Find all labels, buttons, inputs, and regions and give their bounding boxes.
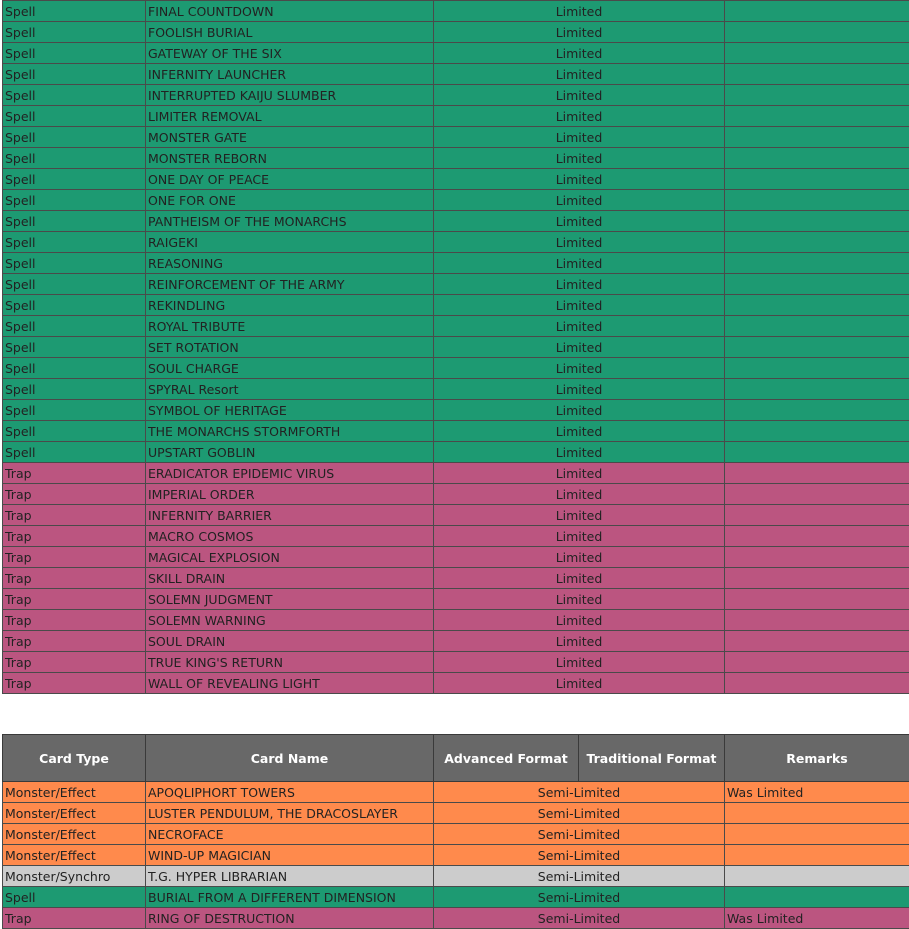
status-cell: Limited <box>434 232 725 253</box>
remarks-cell <box>725 673 909 694</box>
card-name-cell: MONSTER GATE <box>146 127 434 148</box>
card-type-cell: Trap <box>3 652 146 673</box>
card-name-cell: INTERRUPTED KAIJU SLUMBER <box>146 85 434 106</box>
remarks-cell <box>725 442 909 463</box>
table-row <box>3 337 909 358</box>
status-cell: Semi-Limited <box>434 824 725 845</box>
remarks-cell <box>725 526 909 547</box>
status-cell: Limited <box>434 316 725 337</box>
card-type-cell: Spell <box>3 421 146 442</box>
table-row <box>3 782 909 803</box>
table-header-row <box>3 735 909 782</box>
card-type-cell: Spell <box>3 22 146 43</box>
table-row <box>3 908 909 929</box>
table-row <box>3 845 909 866</box>
card-name-cell: SOUL CHARGE <box>146 358 434 379</box>
card-type-cell: Trap <box>3 673 146 694</box>
status-cell: Semi-Limited <box>434 845 725 866</box>
table-row <box>3 379 909 400</box>
remarks-cell <box>725 190 909 211</box>
table-row <box>3 463 909 484</box>
card-name-cell: LUSTER PENDULUM, THE DRACOSLAYER <box>146 803 434 824</box>
table-row <box>3 568 909 589</box>
card-type-cell: Spell <box>3 295 146 316</box>
status-cell: Limited <box>434 274 725 295</box>
card-name-cell: APOQLIPHORT TOWERS <box>146 782 434 803</box>
card-type-cell: Trap <box>3 631 146 652</box>
card-name-cell: THE MONARCHS STORMFORTH <box>146 421 434 442</box>
remarks-cell <box>725 85 909 106</box>
card-type-cell: Spell <box>3 85 146 106</box>
status-cell: Limited <box>434 85 725 106</box>
remarks-cell <box>725 211 909 232</box>
remarks-cell <box>725 505 909 526</box>
table-row <box>3 232 909 253</box>
status-cell: Limited <box>434 127 725 148</box>
table-row <box>3 887 909 908</box>
remarks-cell <box>725 866 909 887</box>
card-type-cell: Spell <box>3 148 146 169</box>
remarks-cell <box>725 631 909 652</box>
card-type-cell: Spell <box>3 169 146 190</box>
card-name-cell: PANTHEISM OF THE MONARCHS <box>146 211 434 232</box>
remarks-cell <box>725 610 909 631</box>
card-name-cell: ERADICATOR EPIDEMIC VIRUS <box>146 463 434 484</box>
card-name-cell: SYMBOL OF HERITAGE <box>146 400 434 421</box>
status-cell: Limited <box>434 1 725 22</box>
status-cell: Limited <box>434 169 725 190</box>
status-cell: Limited <box>434 526 725 547</box>
status-cell: Limited <box>434 358 725 379</box>
remarks-cell <box>725 43 909 64</box>
remarks-cell <box>725 148 909 169</box>
status-cell: Semi-Limited <box>434 908 725 929</box>
table-row <box>3 85 909 106</box>
card-type-cell: Monster/Synchro <box>3 866 146 887</box>
table-row <box>3 22 909 43</box>
remarks-cell <box>725 337 909 358</box>
remarks-cell <box>725 845 909 866</box>
remarks-cell: Was Limited <box>725 908 909 929</box>
card-type-cell: Trap <box>3 463 146 484</box>
card-type-cell: Spell <box>3 337 146 358</box>
status-cell: Limited <box>434 148 725 169</box>
card-name-cell: SET ROTATION <box>146 337 434 358</box>
table-row <box>3 295 909 316</box>
table-row <box>3 1 909 22</box>
card-name-cell: REKINDLING <box>146 295 434 316</box>
table-row <box>3 610 909 631</box>
remarks-cell <box>725 232 909 253</box>
status-cell: Limited <box>434 547 725 568</box>
card-name-cell: IMPERIAL ORDER <box>146 484 434 505</box>
table-row <box>3 673 909 694</box>
status-cell: Limited <box>434 253 725 274</box>
card-type-cell: Monster/Effect <box>3 803 146 824</box>
card-name-cell: FINAL COUNTDOWN <box>146 1 434 22</box>
table-row <box>3 484 909 505</box>
card-name-cell: TRUE KING'S RETURN <box>146 652 434 673</box>
table-row <box>3 190 909 211</box>
status-cell: Limited <box>434 190 725 211</box>
limited-cards-table <box>2 0 909 694</box>
table-row <box>3 358 909 379</box>
table-row <box>3 253 909 274</box>
remarks-cell <box>725 463 909 484</box>
status-cell: Limited <box>434 463 725 484</box>
table-row <box>3 148 909 169</box>
card-name-cell: ROYAL TRIBUTE <box>146 316 434 337</box>
card-name-cell: BURIAL FROM A DIFFERENT DIMENSION <box>146 887 434 908</box>
remarks-cell: Was Limited <box>725 782 909 803</box>
header-advanced-format[interactable]: Advanced Format <box>434 735 579 782</box>
status-cell: Limited <box>434 442 725 463</box>
card-name-cell: SOUL DRAIN <box>146 631 434 652</box>
card-name-cell: RING OF DESTRUCTION <box>146 908 434 929</box>
remarks-cell <box>725 400 909 421</box>
card-name-cell: INFERNITY BARRIER <box>146 505 434 526</box>
status-cell: Limited <box>434 106 725 127</box>
card-type-cell: Spell <box>3 400 146 421</box>
header-card-type[interactable]: Card Type <box>3 735 146 782</box>
card-type-cell: Spell <box>3 190 146 211</box>
card-name-cell: MONSTER REBORN <box>146 148 434 169</box>
card-name-cell: MAGICAL EXPLOSION <box>146 547 434 568</box>
table-row <box>3 316 909 337</box>
card-name-cell: REINFORCEMENT OF THE ARMY <box>146 274 434 295</box>
header-card-name[interactable]: Card Name <box>146 735 434 782</box>
status-cell: Limited <box>434 43 725 64</box>
status-cell: Limited <box>434 400 725 421</box>
card-type-cell: Spell <box>3 316 146 337</box>
remarks-cell <box>725 887 909 908</box>
remarks-cell <box>725 127 909 148</box>
remarks-cell <box>725 22 909 43</box>
remarks-cell <box>725 379 909 400</box>
card-name-cell: T.G. HYPER LIBRARIAN <box>146 866 434 887</box>
card-name-cell: SOLEMN WARNING <box>146 610 434 631</box>
remarks-cell <box>725 484 909 505</box>
card-name-cell: LIMITER REMOVAL <box>146 106 434 127</box>
table-row <box>3 824 909 845</box>
status-cell: Limited <box>434 295 725 316</box>
status-cell: Limited <box>434 64 725 85</box>
status-cell: Semi-Limited <box>434 782 725 803</box>
remarks-cell <box>725 274 909 295</box>
remarks-cell <box>725 64 909 85</box>
card-type-cell: Spell <box>3 358 146 379</box>
remarks-cell <box>725 358 909 379</box>
remarks-cell <box>725 421 909 442</box>
table-row <box>3 43 909 64</box>
card-name-cell: RAIGEKI <box>146 232 434 253</box>
card-name-cell: NECROFACE <box>146 824 434 845</box>
card-type-cell: Trap <box>3 589 146 610</box>
status-cell: Limited <box>434 421 725 442</box>
status-cell: Semi-Limited <box>434 803 725 824</box>
remarks-cell <box>725 316 909 337</box>
table-row <box>3 400 909 421</box>
status-cell: Limited <box>434 610 725 631</box>
card-type-cell: Trap <box>3 526 146 547</box>
card-name-cell: WIND-UP MAGICIAN <box>146 845 434 866</box>
status-cell: Limited <box>434 484 725 505</box>
card-type-cell: Spell <box>3 1 146 22</box>
remarks-cell <box>725 1 909 22</box>
card-type-cell: Spell <box>3 253 146 274</box>
remarks-cell <box>725 547 909 568</box>
table-row <box>3 526 909 547</box>
card-type-cell: Trap <box>3 484 146 505</box>
card-name-cell: MACRO COSMOS <box>146 526 434 547</box>
card-type-cell: Spell <box>3 232 146 253</box>
remarks-cell <box>725 824 909 845</box>
card-type-cell: Spell <box>3 64 146 85</box>
remarks-cell <box>725 169 909 190</box>
header-remarks[interactable]: Remarks <box>725 735 909 782</box>
table-row <box>3 442 909 463</box>
table-row <box>3 274 909 295</box>
status-cell: Limited <box>434 22 725 43</box>
card-name-cell: WALL OF REVEALING LIGHT <box>146 673 434 694</box>
card-type-cell: Monster/Effect <box>3 782 146 803</box>
table-row <box>3 589 909 610</box>
status-cell: Limited <box>434 652 725 673</box>
card-type-cell: Spell <box>3 274 146 295</box>
card-name-cell: ONE DAY OF PEACE <box>146 169 434 190</box>
table-row <box>3 64 909 85</box>
table-row <box>3 803 909 824</box>
card-type-cell: Trap <box>3 610 146 631</box>
card-name-cell: INFERNITY LAUNCHER <box>146 64 434 85</box>
table-row <box>3 127 909 148</box>
status-cell: Limited <box>434 568 725 589</box>
card-name-cell: REASONING <box>146 253 434 274</box>
card-name-cell: ONE FOR ONE <box>146 190 434 211</box>
card-type-cell: Spell <box>3 106 146 127</box>
status-cell: Limited <box>434 505 725 526</box>
table-row <box>3 211 909 232</box>
card-type-cell: Spell <box>3 43 146 64</box>
semi-limited-cards-table <box>2 734 909 929</box>
status-cell: Limited <box>434 211 725 232</box>
remarks-cell <box>725 803 909 824</box>
status-cell: Limited <box>434 631 725 652</box>
status-cell: Limited <box>434 673 725 694</box>
table-row <box>3 866 909 887</box>
remarks-cell <box>725 253 909 274</box>
table-row <box>3 547 909 568</box>
card-type-cell: Spell <box>3 887 146 908</box>
remarks-cell <box>725 106 909 127</box>
card-type-cell: Spell <box>3 442 146 463</box>
card-type-cell: Trap <box>3 505 146 526</box>
card-type-cell: Monster/Effect <box>3 824 146 845</box>
status-cell: Semi-Limited <box>434 887 725 908</box>
card-type-cell: Spell <box>3 211 146 232</box>
remarks-cell <box>725 568 909 589</box>
card-name-cell: SPYRAL Resort <box>146 379 434 400</box>
limited-cards-body <box>3 1 909 694</box>
table-row <box>3 652 909 673</box>
card-type-cell: Trap <box>3 908 146 929</box>
card-type-cell: Spell <box>3 127 146 148</box>
remarks-cell <box>725 652 909 673</box>
card-type-cell: Spell <box>3 379 146 400</box>
table-row <box>3 631 909 652</box>
header-traditional-format[interactable]: Traditional Format <box>579 735 725 782</box>
card-name-cell: FOOLISH BURIAL <box>146 22 434 43</box>
status-cell: Limited <box>434 337 725 358</box>
card-name-cell: GATEWAY OF THE SIX <box>146 43 434 64</box>
table-row <box>3 106 909 127</box>
card-type-cell: Trap <box>3 568 146 589</box>
remarks-cell <box>725 295 909 316</box>
table-row <box>3 505 909 526</box>
card-type-cell: Monster/Effect <box>3 845 146 866</box>
table-row <box>3 169 909 190</box>
status-cell: Limited <box>434 589 725 610</box>
remarks-cell <box>725 589 909 610</box>
status-cell: Limited <box>434 379 725 400</box>
status-cell: Semi-Limited <box>434 866 725 887</box>
card-name-cell: UPSTART GOBLIN <box>146 442 434 463</box>
table-row <box>3 421 909 442</box>
card-name-cell: SKILL DRAIN <box>146 568 434 589</box>
semi-limited-cards-body <box>3 782 909 929</box>
card-type-cell: Trap <box>3 547 146 568</box>
card-name-cell: SOLEMN JUDGMENT <box>146 589 434 610</box>
